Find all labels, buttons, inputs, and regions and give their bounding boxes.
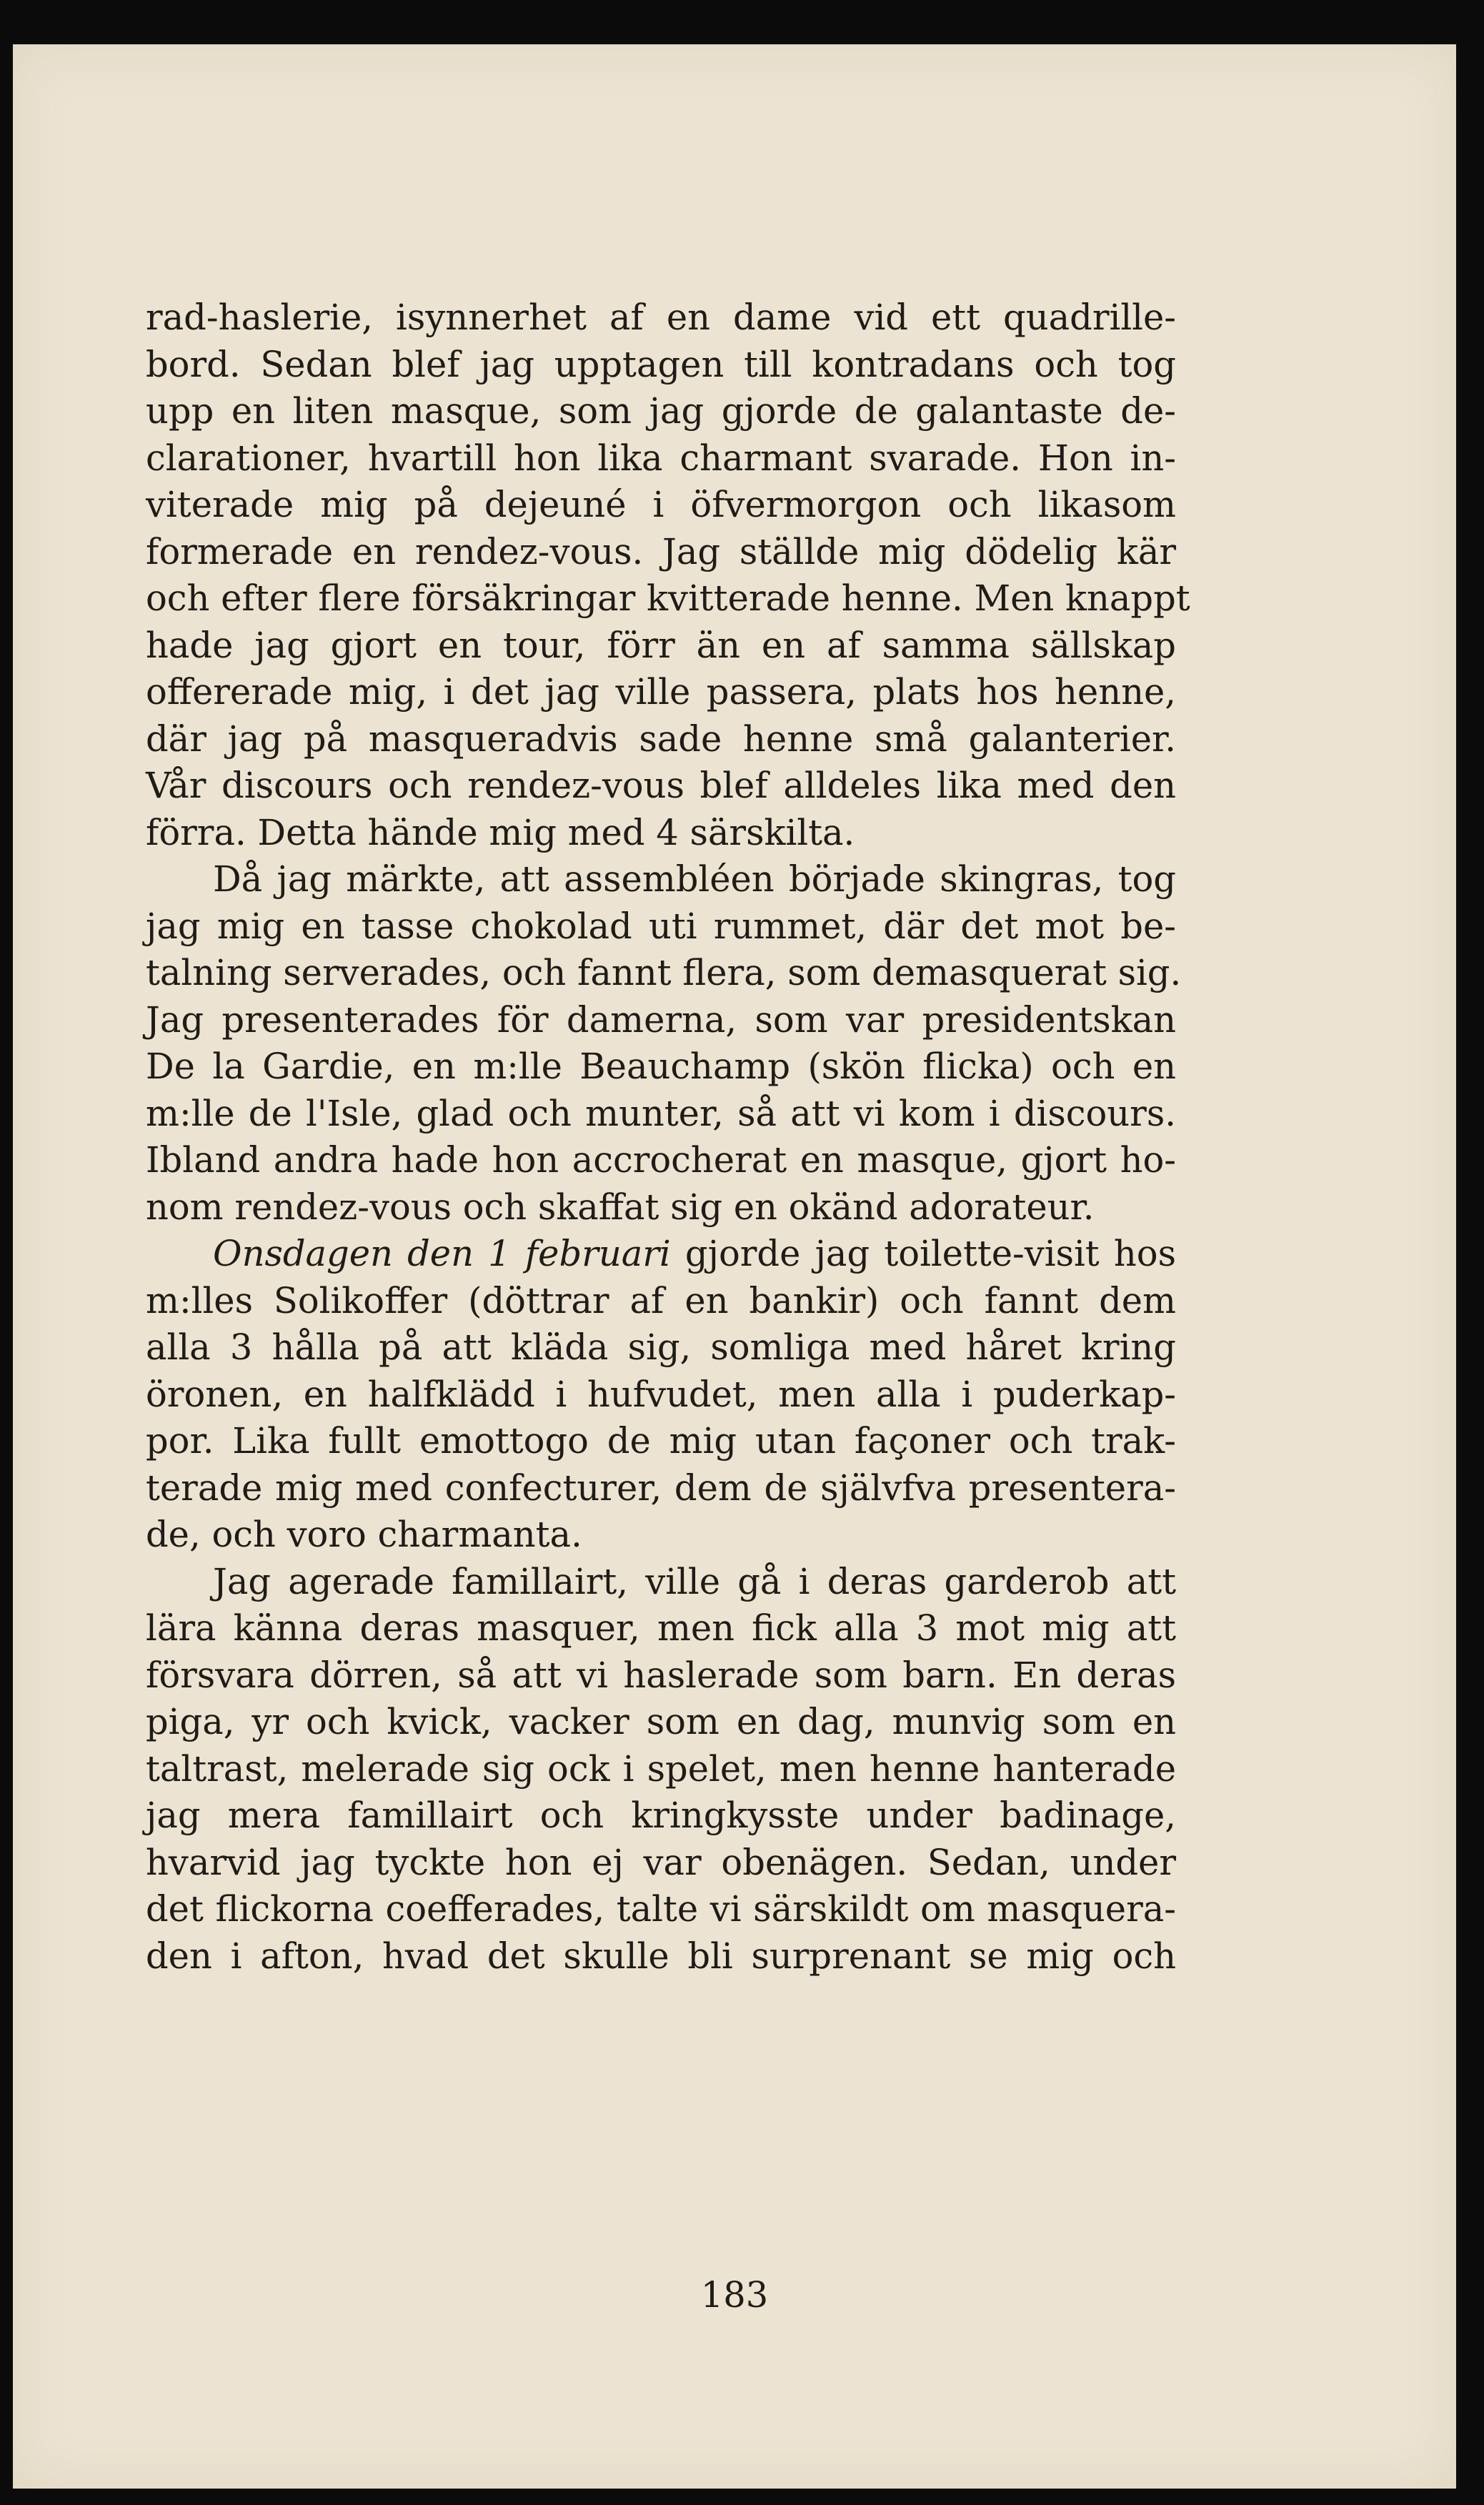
text-line: m:lle de l'Isle, glad och munter, så att vi kom i discours. xyxy=(146,1092,1176,1134)
text-line: jag mera famillairt och kringkysste under badinage, xyxy=(146,1795,1176,1836)
text-line: alla 3 hålla på att kläda sig, somliga med håret kring xyxy=(146,1326,1176,1368)
text-line: bord. Sedan blef jag upptagen till kontradans och tog xyxy=(146,343,1176,385)
text-line: öronen, en halfklädd i hufvudet, men alla i puderkap- xyxy=(146,1373,1176,1415)
text-line: och efter flere försäkringar kvitterade henne. Men knappt xyxy=(146,577,1190,619)
text-line: upp en liten masque, som jag gjorde de galantaste de- xyxy=(146,390,1176,432)
date-heading: Onsdagen den 1 februari xyxy=(213,1233,671,1274)
text-line: clarationer, hvartill hon lika charmant svarade. Hon in- xyxy=(146,437,1176,479)
text-line: det flickorna coefferades, talte vi särskildt om masquera- xyxy=(146,1888,1176,1930)
text-line: lära känna deras masquer, men fick alla 3 mot mig att xyxy=(146,1607,1176,1649)
text-line: hade jag gjort en tour, förr än en af samma sällskap xyxy=(146,624,1176,666)
text-line: där jag på masqueradvis sade henne små galanterier. xyxy=(146,718,1176,760)
text-line: rad-haslerie, isynnerhet af en dame vid ett quadrille- xyxy=(146,297,1176,338)
text-line: De la Gardie, en m:lle Beauchamp (skön flicka) och en xyxy=(146,1046,1176,1087)
text-line: Vår discours och rendez-vous blef alldeles lika med den xyxy=(146,765,1176,806)
text-line: nom rendez-vous och skaffat sig en okänd adorateur. xyxy=(146,1186,1095,1228)
text-line xyxy=(146,1231,1176,1278)
text-line: terade mig med confecturer, dem de självfva presentera- xyxy=(146,1467,1176,1509)
text-line: försvara dörren, så att vi haslerade som barn. En deras xyxy=(146,1654,1176,1696)
text-line: de, och voro charmanta. xyxy=(146,1514,582,1555)
text-line: Då jag märkte, att assembléen började skingras, tog xyxy=(213,858,1176,900)
text-line: taltrast, melerade sig ock i spelet, men henne hanterade xyxy=(146,1747,1176,1790)
text-line: formerade en rendez-vous. Jag ställde mig dödelig kär xyxy=(146,530,1176,572)
text-line: jag mig en tasse chokolad uti rummet, där det mot be- xyxy=(146,905,1176,947)
text-line: Jag agerade famillairt, ville gå i deras garderob att xyxy=(213,1560,1176,1602)
page-number: 183 xyxy=(700,2274,769,2316)
text-line: den i afton, hvad det skulle bli surprenant se mig och xyxy=(146,1935,1176,1977)
text-line: offererade mig, i det jag ville passera, plats hos henne, xyxy=(146,671,1176,713)
text-line: por. Lika fullt emottogo de mig utan façoner och trak- xyxy=(146,1420,1176,1462)
text-line: m:lles Solikoffer (döttrar af en bankir) och fannt dem xyxy=(146,1279,1176,1321)
text-line: Jag presenterades för damerna, som var presidentskan xyxy=(146,998,1176,1041)
book-page xyxy=(13,44,1456,2489)
text-line: piga, yr och kvick, vacker som en dag, munvig som en xyxy=(146,1701,1176,1742)
text-line: hvarvid jag tyckte hon ej var obenägen. Sedan, under xyxy=(146,1841,1176,1883)
text-line: Ibland andra hade hon accrocherat en masque, gjort ho- xyxy=(146,1139,1176,1181)
text-line: talning serverades, och fannt flera, som demasquerat sig. xyxy=(146,952,1182,993)
text-run: gjorde jag toilette-visit hos xyxy=(670,1233,1176,1274)
text-line: förra. Detta hände mig med 4 särskilta. xyxy=(146,811,855,853)
body-text xyxy=(146,294,1190,1980)
text-line: viterade mig på dejeuné i öfvermorgon och likasom xyxy=(146,484,1176,525)
